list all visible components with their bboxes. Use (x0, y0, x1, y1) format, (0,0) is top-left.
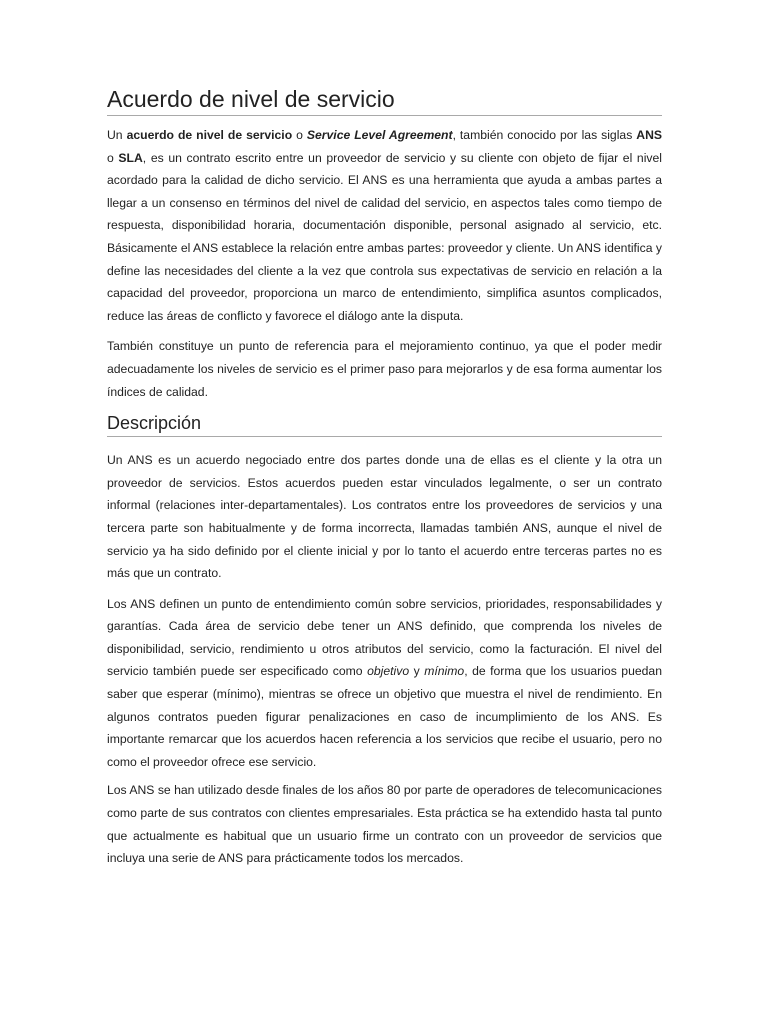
page-title: Acuerdo de nivel de servicio (107, 84, 662, 116)
italic-term-objetivo: objetivo (367, 664, 410, 679)
intro-paragraph-2: También constituye un punto de referencia para el mejoramiento continuo, ya que el poder medir adecuadamente los niveles de servicio es el primer paso para mejorarlos y de esa forma aumentar los índices de calidad. (107, 339, 662, 399)
bold-term-sla: SLA (118, 150, 143, 165)
bold-term-acuerdo: acuerdo de nivel de servicio (126, 128, 293, 142)
descripcion-paragraph-3: Los ANS se han utilizado desde finales de los años 80 por parte de operadores de telecomunicaciones como parte de sus contratos con clientes empresariales. Esta práctica se ha extendido hasta tal punto que actualmente es habitual que un usuario firme un contrato con un proveedor de servicios que incluya una serie de ANS para prácticamente todos los mercados. (107, 783, 662, 866)
descripcion-paragraph-2 (107, 593, 662, 774)
italic-term-minimo: mínimo (424, 664, 465, 679)
intro-paragraph-1 (107, 124, 662, 327)
bold-term-ans: ANS (636, 128, 662, 142)
text-run: , es un contrato escrito entre un proveedor de servicio y su cliente con objeto de fijar el nivel acordado para la calidad de dicho servicio. El ANS es una herramienta que ayuda a ambas partes a llegar a un consenso en términos del nivel de calidad del servicio, en aspectos tales como tiempo de respuesta, disponibilidad horaria, documentación disponible, personal asignado al servicio, etc. Básicamente el ANS establece la relación entre ambas partes: proveedor y cliente. Un ANS identifica y define las necesidades del cliente a la vez que controla sus expectativas de servicio en relación a la capacidad del proveedor, proporciona un marco de entendimiento, simplifica asuntos complicados, reduce las áreas de conflicto y favorece el diálogo ante la disputa. (107, 150, 662, 323)
text-run: o (107, 150, 119, 165)
text-run: , también conocido por las siglas (452, 128, 637, 142)
section-heading-descripcion: Descripción (107, 411, 662, 437)
descripcion-paragraph-1: Un ANS es un acuerdo negociado entre dos partes donde una de ellas es el cliente y la otra un proveedor de servicios. Estos acuerdos pueden estar vinculados legalmente, o ser un contrato informal (relaciones inter-departamentales). Los contratos entre los proveedores de servicios y una tercera parte son habitualmente y de forma incorrecta, llamadas también ANS, aunque el nivel de servicio ya ha sido definido por el cliente inicial y por lo tanto el acuerdo entre terceras partes no es más que un contrato. (107, 453, 662, 581)
text-run: y (409, 664, 425, 679)
bold-italic-term-sla: Service Level Agreement (306, 128, 453, 142)
document-page (107, 84, 662, 878)
text-run: o (292, 128, 307, 142)
text-run: Los ANS definen un punto de entendimiento común sobre servicios, prioridades, responsabilidades y garantías. Cada área de servicio debe tener un ANS definido, que comprenda los niveles de disponibilidad, servicio, rendimiento u otros atributos del servicio, como la facturación. El nivel del servicio también puede ser especificado como (107, 596, 662, 679)
text-run: Un (107, 128, 127, 142)
text-run: , de forma que los usuarios puedan saber que esperar (mínimo), mientras se ofrece un objetivo que muestra el nivel de rendimiento. En algunos contratos pueden figurar penalizaciones en caso de incumplimiento de los ANS. Es importante remarcar que los acuerdos hacen referencia a los servicios que recibe el usuario, pero no como el proveedor ofrece ese servicio. (107, 664, 662, 769)
